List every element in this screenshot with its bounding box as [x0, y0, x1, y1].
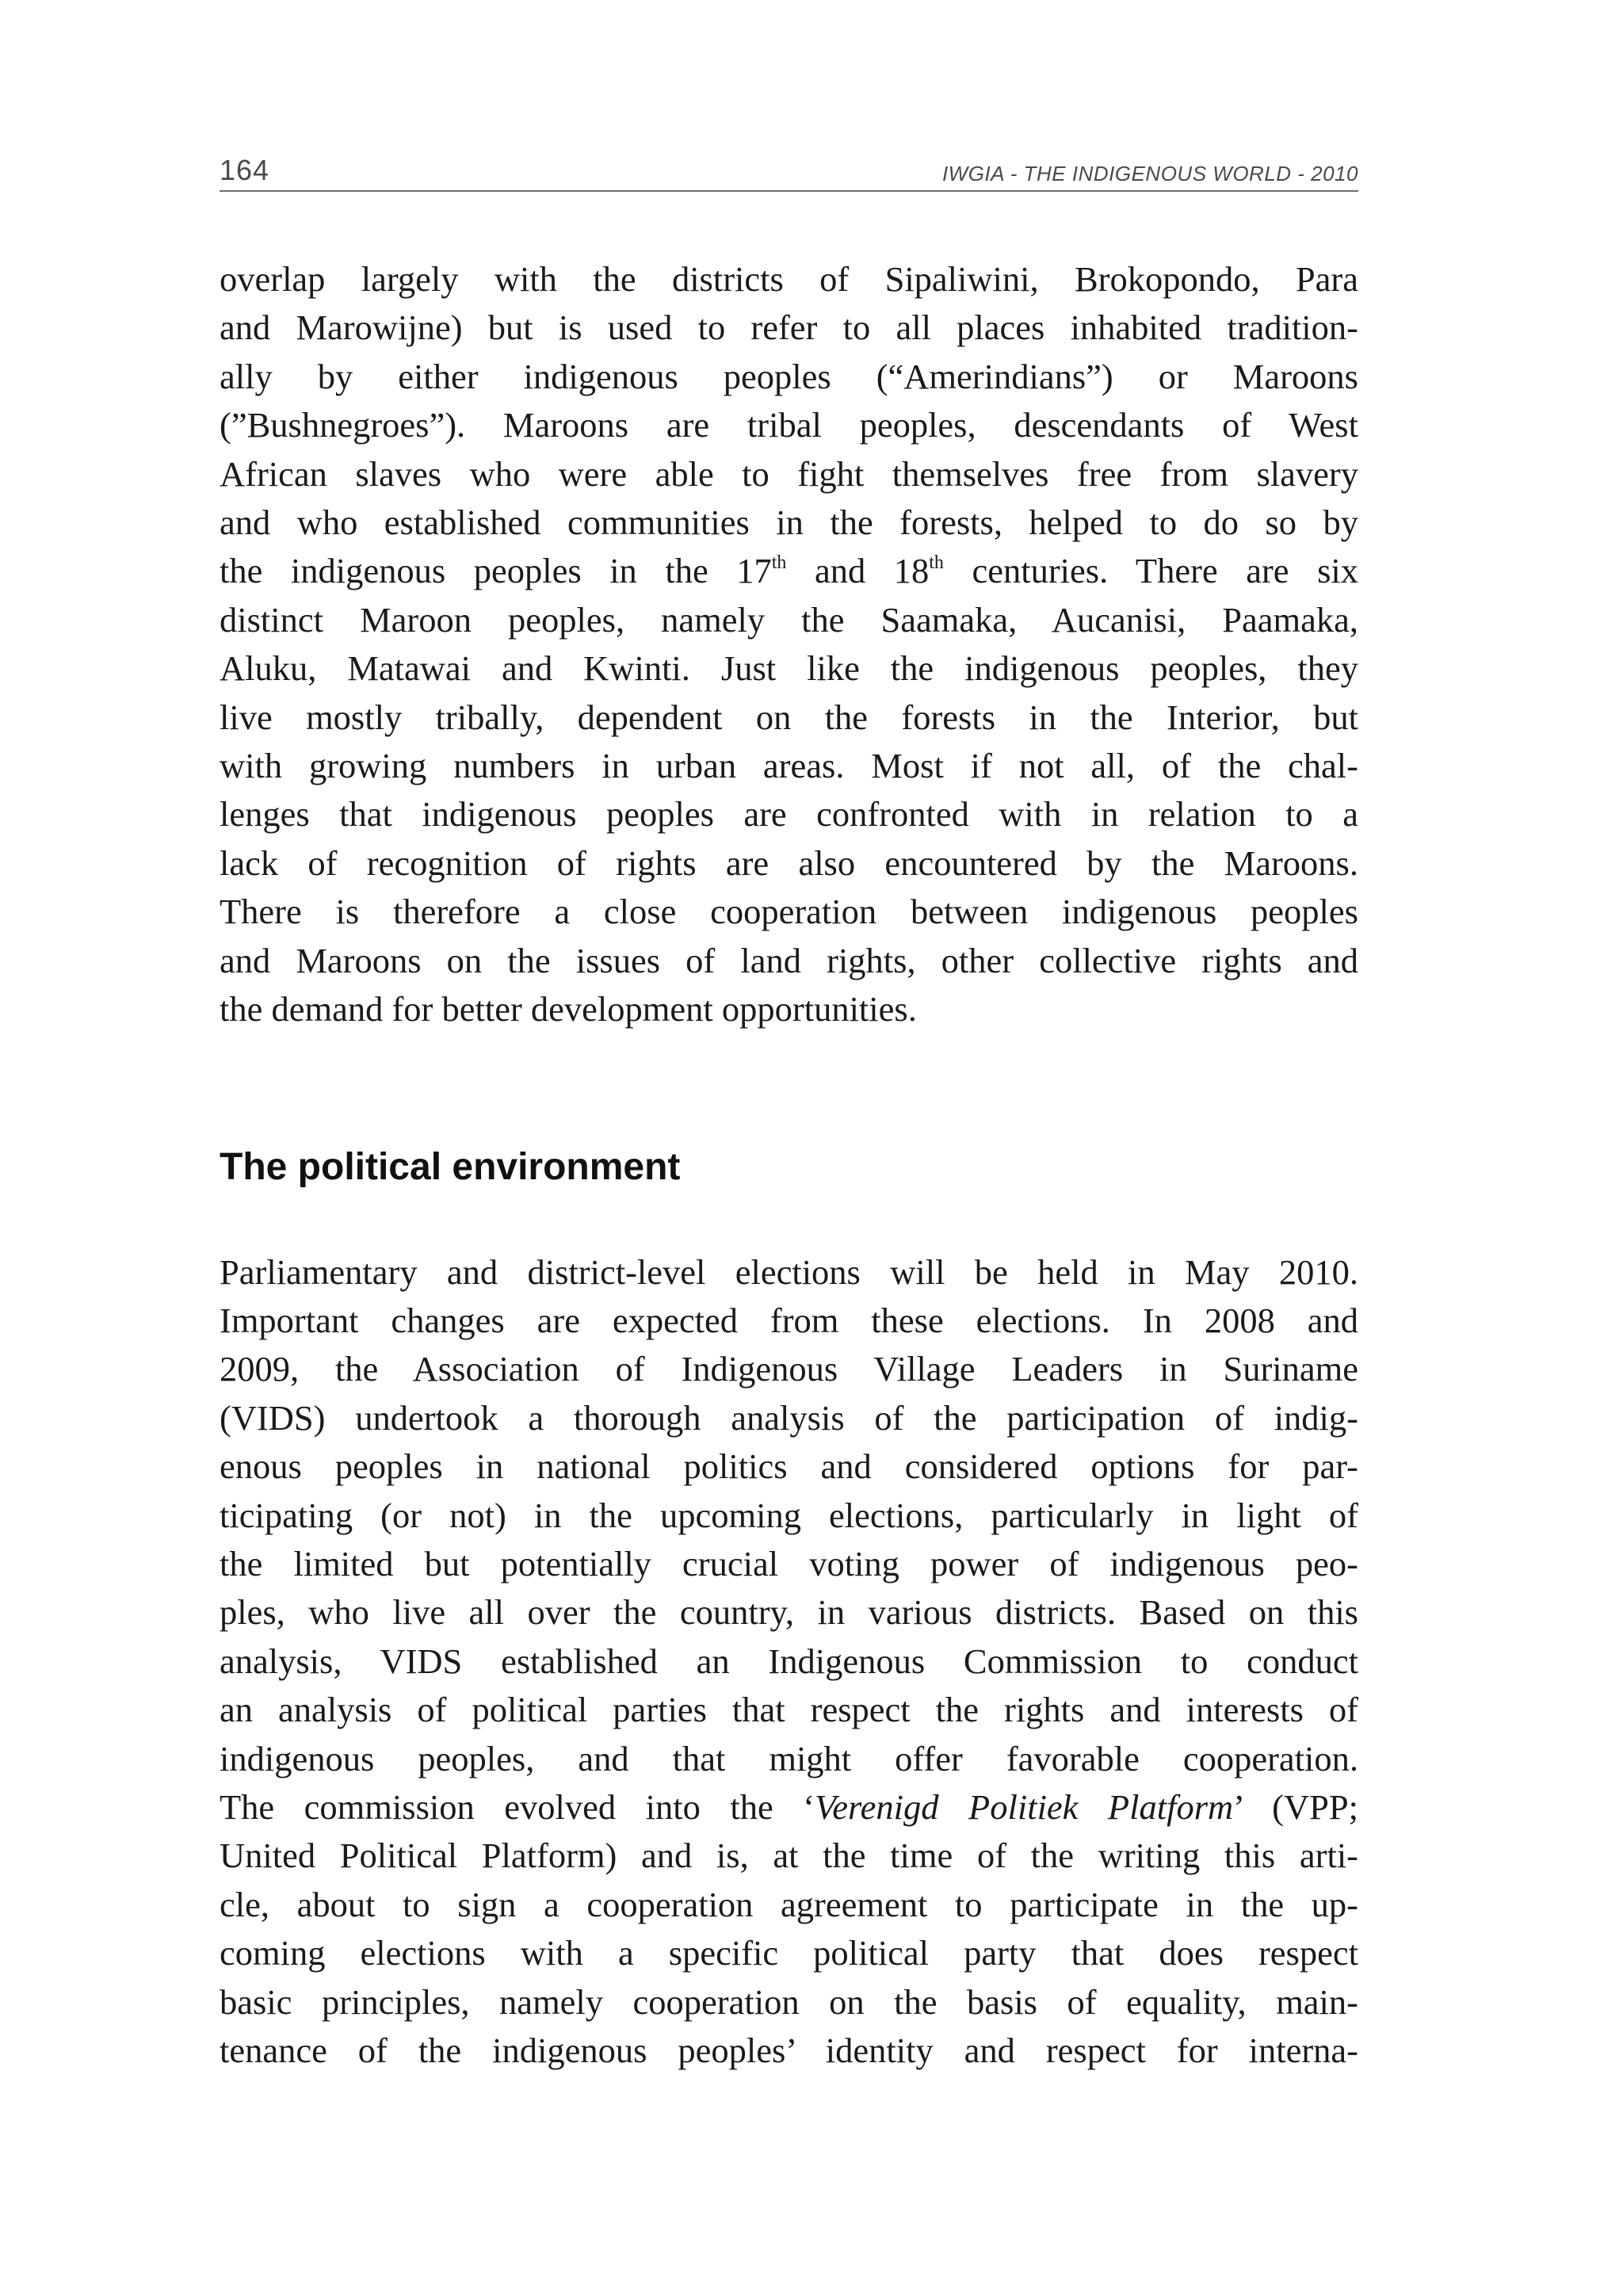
journal-title: IWGIA - THE INDIGENOUS WORLD - 2010 — [941, 162, 1358, 185]
text-line: enous peoples in national politics and considered options for par- — [220, 1446, 1358, 1487]
text-line: ticipating (or not) in the upcoming elections, particularly in light of — [220, 1495, 1358, 1535]
text-line-centuries — [220, 547, 1358, 595]
text-line: basic principles, namely cooperation on the basis of equality, main- — [220, 1981, 1358, 2022]
text-line: tenance of the indigenous peoples’ identity and respect for interna- — [220, 2030, 1358, 2070]
text-line: lack of recognition of rights are also encountered by the Maroons. — [220, 842, 1358, 883]
paragraph-maroons — [220, 255, 1358, 1034]
document-page — [220, 151, 1358, 2075]
superscript: th — [929, 552, 944, 574]
text-line: 2009, the Association of Indigenous Village Leaders in Suriname — [220, 1349, 1358, 1389]
text-line: distinct Maroon peoples, namely the Saamaka, Aucanisi, Paamaka, — [220, 599, 1358, 640]
text-line: United Political Platform) and is, at the time of the writing this arti- — [220, 1836, 1358, 1876]
text-line: an analysis of political parties that respect the rights and interests of — [220, 1690, 1358, 1730]
text-line: (”Bushnegroes”). Maroons are tribal peoples, descendants of West — [220, 405, 1358, 445]
text-line: the demand for better development opportunities. — [220, 989, 917, 1030]
italic-term: Verenigd Politiek Platform — [815, 1786, 1234, 1827]
text-line: and who established communities in the forests, helped to do so by — [220, 502, 1358, 543]
text-segment: and 18 — [786, 551, 930, 591]
text-segment: ’ (VPP; — [1233, 1786, 1358, 1827]
text-line: Important changes are expected from these elections. In 2008 and — [220, 1300, 1358, 1340]
running-head — [220, 151, 1358, 192]
text-line: (VIDS) undertook a thorough analysis of the participation of indig- — [220, 1397, 1358, 1438]
text-line: and Marowijne) but is used to refer to all places inhabited tradition- — [220, 308, 1358, 348]
text-line: the limited but potentially crucial voting power of indigenous peo- — [220, 1543, 1358, 1584]
text-segment: the indigenous peoples in the 17 — [220, 551, 772, 591]
text-line: coming elections with a specific political party that does respect — [220, 1933, 1358, 1973]
text-line: ples, who live all over the country, in various districts. Based on this — [220, 1592, 1358, 1633]
text-line: overlap largely with the districts of Sipaliwini, Brokopondo, Para — [220, 259, 1358, 299]
section-heading: The political environment — [220, 1145, 681, 1188]
text-line: cle, about to sign a cooperation agreement to participate in the up- — [220, 1884, 1358, 1924]
text-line: live mostly tribally, dependent on the forests in the Interior, but — [220, 697, 1358, 737]
text-line: indigenous peoples, and that might offer favorable cooperation. — [220, 1738, 1358, 1778]
text-line: with growing numbers in urban areas. Most if not all, of the chal- — [220, 746, 1358, 786]
text-line: analysis, VIDS established an Indigenous Commission to conduct — [220, 1641, 1358, 1681]
text-segment: The commission evolved into the ‘ — [220, 1786, 815, 1827]
text-line: ally by either indigenous peoples (“Amerindians”) or Maroons — [220, 356, 1358, 396]
text-line: Aluku, Matawai and Kwinti. Just like the indigenous peoples, they — [220, 648, 1358, 689]
text-line: lenges that indigenous peoples are confronted with in relation to a — [220, 794, 1358, 835]
text-line-vpp — [220, 1783, 1358, 1832]
page-number: 164 — [220, 154, 270, 186]
text-line: African slaves who were able to fight themselves free from slavery — [220, 453, 1358, 494]
superscript: th — [771, 552, 787, 574]
text-line: and Maroons on the issues of land rights, other collective rights and — [220, 940, 1358, 980]
text-line: Parliamentary and district-level elections will be held in May 2010. — [220, 1251, 1358, 1292]
text-segment: centuries. There are six — [943, 551, 1358, 591]
paragraph-political-environment — [220, 1248, 1358, 2076]
text-line: There is therefore a close cooperation between indigenous peoples — [220, 892, 1358, 932]
